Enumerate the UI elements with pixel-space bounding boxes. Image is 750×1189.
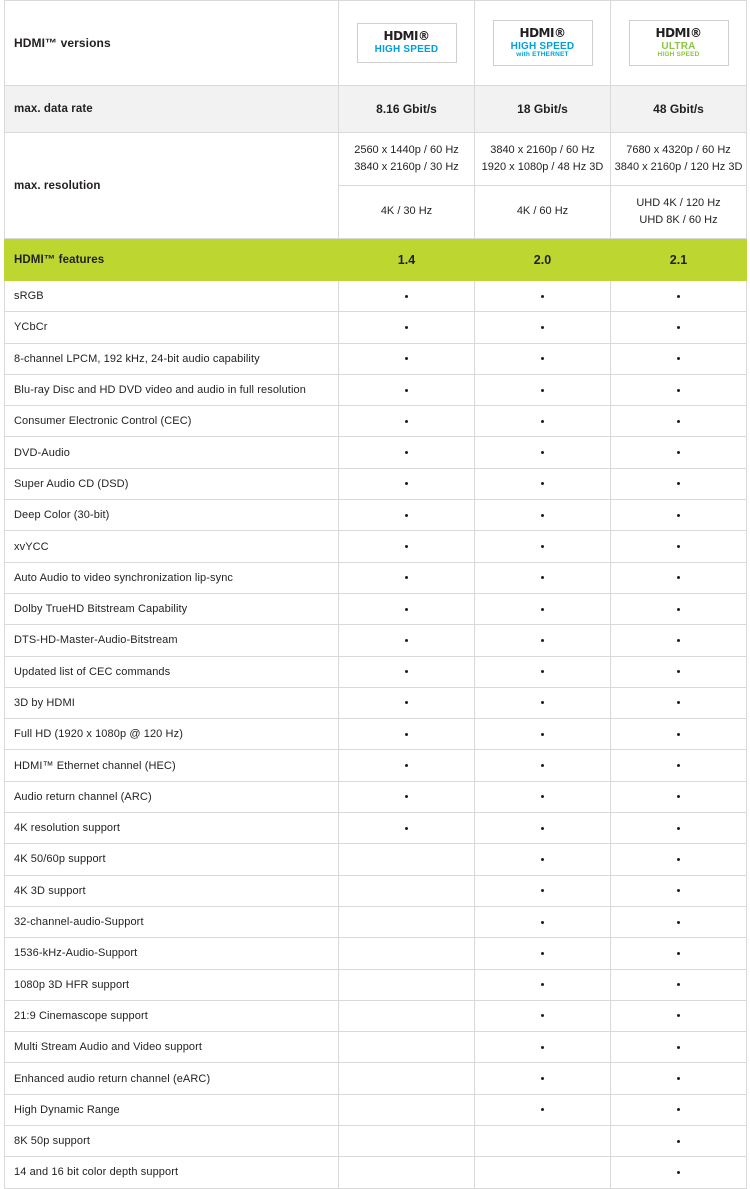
- supported-dot-icon: [541, 1046, 544, 1049]
- supported-dot-icon: [541, 858, 544, 861]
- table-row: [5, 531, 747, 562]
- supported-dot-icon: [677, 326, 680, 329]
- supported-dot-icon: [405, 451, 408, 454]
- resolution-value-1-0: 4K / 30 Hz: [339, 186, 475, 239]
- feature-support-1: [475, 719, 611, 750]
- feature-name: 32-channel-audio-Support: [5, 906, 339, 937]
- resolution-value-1-1: 4K / 60 Hz: [475, 186, 611, 239]
- feature-support-2: [611, 750, 747, 781]
- supported-dot-icon: [677, 1014, 680, 1017]
- feature-name: HDMI™ Ethernet channel (HEC): [5, 750, 339, 781]
- feature-support-0: [339, 531, 475, 562]
- resolution-label: max. resolution: [5, 133, 339, 239]
- table-row: [5, 813, 747, 844]
- supported-dot-icon: [405, 295, 408, 298]
- feature-support-1: [475, 1094, 611, 1125]
- supported-dot-icon: [405, 795, 408, 798]
- feature-name: Auto Audio to video synchronization lip-sync: [5, 562, 339, 593]
- feature-support-0: [339, 406, 475, 437]
- feature-support-0: [339, 1094, 475, 1125]
- table-row: [5, 468, 747, 499]
- feature-support-2: [611, 969, 747, 1000]
- supported-dot-icon: [677, 733, 680, 736]
- data-rate-value-2: 48 Gbit/s: [611, 86, 747, 133]
- supported-dot-icon: [677, 608, 680, 611]
- supported-dot-icon: [677, 576, 680, 579]
- supported-dot-icon: [677, 482, 680, 485]
- feature-support-2: [611, 406, 747, 437]
- feature-support-0: [339, 593, 475, 624]
- supported-dot-icon: [405, 733, 408, 736]
- feature-support-1: [475, 406, 611, 437]
- supported-dot-icon: [405, 827, 408, 830]
- feature-support-2: [611, 1157, 747, 1188]
- supported-dot-icon: [677, 764, 680, 767]
- feature-name: 4K resolution support: [5, 813, 339, 844]
- feature-support-1: [475, 969, 611, 1000]
- feature-support-0: [339, 719, 475, 750]
- feature-support-0: [339, 750, 475, 781]
- table-row: [5, 781, 747, 812]
- supported-dot-icon: [541, 639, 544, 642]
- feature-support-0: [339, 343, 475, 374]
- supported-dot-icon: [677, 357, 680, 360]
- supported-dot-icon: [677, 983, 680, 986]
- data-rate-value-1: 18 Gbit/s: [475, 86, 611, 133]
- feature-name: DTS-HD-Master-Audio-Bitstream: [5, 625, 339, 656]
- logo-sub2-1: with ETHERNET: [516, 51, 569, 59]
- feature-support-0: [339, 1000, 475, 1031]
- feature-name: Dolby TrueHD Bitstream Capability: [5, 593, 339, 624]
- supported-dot-icon: [541, 764, 544, 767]
- features-banner-label: HDMI™ features: [5, 239, 339, 281]
- feature-name: 4K 3D support: [5, 875, 339, 906]
- table-row: [5, 312, 747, 343]
- feature-name: 21:9 Cinemascope support: [5, 1000, 339, 1031]
- table-row: [5, 906, 747, 937]
- feature-support-2: [611, 625, 747, 656]
- supported-dot-icon: [541, 701, 544, 704]
- feature-support-0: [339, 906, 475, 937]
- feature-support-1: [475, 593, 611, 624]
- supported-dot-icon: [541, 1014, 544, 1017]
- feature-support-1: [475, 687, 611, 718]
- feature-support-2: [611, 938, 747, 969]
- feature-support-1: [475, 1126, 611, 1157]
- feature-support-2: [611, 1126, 747, 1157]
- supported-dot-icon: [677, 1171, 680, 1174]
- feature-support-2: [611, 1032, 747, 1063]
- feature-name: Deep Color (30-bit): [5, 500, 339, 531]
- feature-support-2: [611, 875, 747, 906]
- supported-dot-icon: [677, 889, 680, 892]
- feature-support-0: [339, 1157, 475, 1188]
- supported-dot-icon: [541, 733, 544, 736]
- version-logo-cell-2: [611, 1, 747, 86]
- feature-support-1: [475, 938, 611, 969]
- feature-name: DVD-Audio: [5, 437, 339, 468]
- table-row: [5, 437, 747, 468]
- feature-support-2: [611, 1063, 747, 1094]
- table-row: [5, 593, 747, 624]
- feature-support-0: [339, 468, 475, 499]
- supported-dot-icon: [541, 827, 544, 830]
- feature-support-2: [611, 312, 747, 343]
- table-row: [5, 875, 747, 906]
- feature-support-0: [339, 813, 475, 844]
- feature-support-1: [475, 562, 611, 593]
- table-row: [5, 844, 747, 875]
- feature-support-2: [611, 1000, 747, 1031]
- features-version-1: 2.0: [475, 239, 611, 281]
- feature-support-2: [611, 500, 747, 531]
- supported-dot-icon: [677, 1140, 680, 1143]
- logo-sub1-1: HIGH SPEED: [510, 40, 575, 52]
- feature-support-2: [611, 437, 747, 468]
- supported-dot-icon: [677, 514, 680, 517]
- feature-support-0: [339, 374, 475, 405]
- supported-dot-icon: [405, 482, 408, 485]
- feature-name: YCbCr: [5, 312, 339, 343]
- supported-dot-icon: [541, 514, 544, 517]
- hdmi-logo-2: [629, 20, 729, 66]
- feature-support-2: [611, 1094, 747, 1125]
- feature-support-1: [475, 281, 611, 312]
- feature-support-1: [475, 374, 611, 405]
- data-rate-row: [5, 86, 747, 133]
- feature-name: Enhanced audio return channel (eARC): [5, 1063, 339, 1094]
- feature-support-1: [475, 468, 611, 499]
- supported-dot-icon: [677, 858, 680, 861]
- supported-dot-icon: [677, 420, 680, 423]
- feature-support-1: [475, 656, 611, 687]
- feature-support-2: [611, 343, 747, 374]
- features-banner-row: [5, 239, 747, 281]
- table-row: [5, 1157, 747, 1188]
- feature-support-1: [475, 625, 611, 656]
- feature-name: Full HD (1920 x 1080p @ 120 Hz): [5, 719, 339, 750]
- feature-support-1: [475, 531, 611, 562]
- supported-dot-icon: [541, 545, 544, 548]
- supported-dot-icon: [405, 764, 408, 767]
- feature-name: Audio return channel (ARC): [5, 781, 339, 812]
- feature-support-1: [475, 1063, 611, 1094]
- supported-dot-icon: [677, 639, 680, 642]
- supported-dot-icon: [405, 701, 408, 704]
- table-row: [5, 1126, 747, 1157]
- supported-dot-icon: [405, 514, 408, 517]
- feature-support-2: [611, 562, 747, 593]
- resolution-value-1-2: UHD 4K / 120 Hz UHD 8K / 60 Hz: [611, 186, 747, 239]
- feature-support-2: [611, 719, 747, 750]
- feature-name: sRGB: [5, 281, 339, 312]
- supported-dot-icon: [677, 1046, 680, 1049]
- feature-support-1: [475, 500, 611, 531]
- hdmi-comparison-table: [4, 0, 747, 1189]
- table-row: [5, 343, 747, 374]
- feature-support-0: [339, 781, 475, 812]
- table-row: [5, 656, 747, 687]
- feature-support-2: [611, 374, 747, 405]
- hdmi-wordmark-1: HDMI®: [519, 26, 566, 41]
- table-row: [5, 1032, 747, 1063]
- supported-dot-icon: [677, 451, 680, 454]
- supported-dot-icon: [677, 670, 680, 673]
- header-label: HDMI™ versions: [5, 1, 339, 86]
- supported-dot-icon: [677, 295, 680, 298]
- table-row: [5, 406, 747, 437]
- feature-support-0: [339, 500, 475, 531]
- hdmi-logo-1: [493, 20, 593, 66]
- table-row: [5, 281, 747, 312]
- hdmi-wordmark-0: HDMI®: [383, 29, 430, 44]
- feature-support-2: [611, 281, 747, 312]
- supported-dot-icon: [677, 1077, 680, 1080]
- table-row: [5, 562, 747, 593]
- feature-support-0: [339, 1032, 475, 1063]
- supported-dot-icon: [541, 952, 544, 955]
- table-row: [5, 969, 747, 1000]
- supported-dot-icon: [541, 357, 544, 360]
- supported-dot-icon: [405, 576, 408, 579]
- feature-support-0: [339, 969, 475, 1000]
- table-row: [5, 1094, 747, 1125]
- feature-support-2: [611, 781, 747, 812]
- table-row: [5, 1063, 747, 1094]
- feature-support-2: [611, 906, 747, 937]
- supported-dot-icon: [405, 608, 408, 611]
- hdmi-wordmark-2: HDMI®: [655, 26, 702, 41]
- feature-support-0: [339, 281, 475, 312]
- feature-support-2: [611, 468, 747, 499]
- data-rate-label: max. data rate: [5, 86, 339, 133]
- feature-name: Blu-ray Disc and HD DVD video and audio in full resolution: [5, 374, 339, 405]
- supported-dot-icon: [405, 670, 408, 673]
- supported-dot-icon: [541, 983, 544, 986]
- feature-support-1: [475, 750, 611, 781]
- supported-dot-icon: [541, 420, 544, 423]
- feature-support-0: [339, 562, 475, 593]
- supported-dot-icon: [677, 1108, 680, 1111]
- feature-name: High Dynamic Range: [5, 1094, 339, 1125]
- feature-support-0: [339, 625, 475, 656]
- header-row: [5, 1, 747, 86]
- feature-support-2: [611, 593, 747, 624]
- feature-support-2: [611, 687, 747, 718]
- feature-name: 4K 50/60p support: [5, 844, 339, 875]
- feature-name: xvYCC: [5, 531, 339, 562]
- feature-name: 1536-kHz-Audio-Support: [5, 938, 339, 969]
- table-row: [5, 938, 747, 969]
- feature-support-1: [475, 1032, 611, 1063]
- table-row: [5, 500, 747, 531]
- supported-dot-icon: [677, 827, 680, 830]
- feature-name: Super Audio CD (DSD): [5, 468, 339, 499]
- feature-name: 1080p 3D HFR support: [5, 969, 339, 1000]
- feature-name: 3D by HDMI: [5, 687, 339, 718]
- feature-support-0: [339, 656, 475, 687]
- feature-support-1: [475, 312, 611, 343]
- resolution-value-0-1: 3840 x 2160p / 60 Hz 1920 x 1080p / 48 Hz 3D: [475, 133, 611, 186]
- feature-support-2: [611, 656, 747, 687]
- supported-dot-icon: [405, 545, 408, 548]
- feature-support-2: [611, 813, 747, 844]
- supported-dot-icon: [405, 639, 408, 642]
- feature-support-0: [339, 687, 475, 718]
- supported-dot-icon: [541, 295, 544, 298]
- version-logo-cell-1: [475, 1, 611, 86]
- feature-support-1: [475, 906, 611, 937]
- feature-support-1: [475, 844, 611, 875]
- table-row: [5, 1000, 747, 1031]
- logo-sub2-2: HIGH SPEED: [657, 51, 700, 59]
- feature-name: Multi Stream Audio and Video support: [5, 1032, 339, 1063]
- feature-support-0: [339, 938, 475, 969]
- feature-support-0: [339, 875, 475, 906]
- feature-support-0: [339, 1126, 475, 1157]
- feature-support-1: [475, 875, 611, 906]
- supported-dot-icon: [677, 389, 680, 392]
- feature-support-0: [339, 844, 475, 875]
- table-row: [5, 625, 747, 656]
- feature-name: Consumer Electronic Control (CEC): [5, 406, 339, 437]
- features-version-0: 1.4: [339, 239, 475, 281]
- supported-dot-icon: [677, 795, 680, 798]
- supported-dot-icon: [541, 451, 544, 454]
- feature-support-1: [475, 343, 611, 374]
- data-rate-value-0: 8.16 Gbit/s: [339, 86, 475, 133]
- supported-dot-icon: [541, 576, 544, 579]
- feature-support-1: [475, 1157, 611, 1188]
- feature-support-1: [475, 437, 611, 468]
- feature-support-1: [475, 781, 611, 812]
- supported-dot-icon: [541, 1108, 544, 1111]
- feature-support-0: [339, 312, 475, 343]
- feature-name: 14 and 16 bit color depth support: [5, 1157, 339, 1188]
- resolution-row-0: [5, 133, 747, 186]
- feature-support-2: [611, 844, 747, 875]
- feature-support-1: [475, 813, 611, 844]
- table-row: [5, 719, 747, 750]
- feature-name: 8-channel LPCM, 192 kHz, 24-bit audio capability: [5, 343, 339, 374]
- table-row: [5, 374, 747, 405]
- supported-dot-icon: [677, 545, 680, 548]
- supported-dot-icon: [405, 357, 408, 360]
- feature-support-0: [339, 437, 475, 468]
- hdmi-logo-0: [357, 23, 457, 62]
- table-row: [5, 687, 747, 718]
- logo-sub1-2: ULTRA: [661, 40, 696, 52]
- supported-dot-icon: [541, 889, 544, 892]
- feature-name: 8K 50p support: [5, 1126, 339, 1157]
- supported-dot-icon: [677, 921, 680, 924]
- supported-dot-icon: [405, 420, 408, 423]
- version-logo-cell-0: [339, 1, 475, 86]
- supported-dot-icon: [541, 389, 544, 392]
- supported-dot-icon: [405, 389, 408, 392]
- resolution-value-0-2: 7680 x 4320p / 60 Hz 3840 x 2160p / 120 Hz 3D: [611, 133, 747, 186]
- supported-dot-icon: [677, 952, 680, 955]
- features-version-2: 2.1: [611, 239, 747, 281]
- feature-support-2: [611, 531, 747, 562]
- feature-support-0: [339, 1063, 475, 1094]
- supported-dot-icon: [541, 670, 544, 673]
- supported-dot-icon: [541, 1077, 544, 1080]
- supported-dot-icon: [541, 326, 544, 329]
- table-row: [5, 750, 747, 781]
- supported-dot-icon: [677, 701, 680, 704]
- supported-dot-icon: [405, 326, 408, 329]
- logo-sub1-0: HIGH SPEED: [374, 44, 439, 56]
- supported-dot-icon: [541, 795, 544, 798]
- feature-support-1: [475, 1000, 611, 1031]
- resolution-value-0-0: 2560 x 1440p / 60 Hz 3840 x 2160p / 30 Hz: [339, 133, 475, 186]
- supported-dot-icon: [541, 482, 544, 485]
- supported-dot-icon: [541, 921, 544, 924]
- supported-dot-icon: [541, 608, 544, 611]
- feature-name: Updated list of CEC commands: [5, 656, 339, 687]
